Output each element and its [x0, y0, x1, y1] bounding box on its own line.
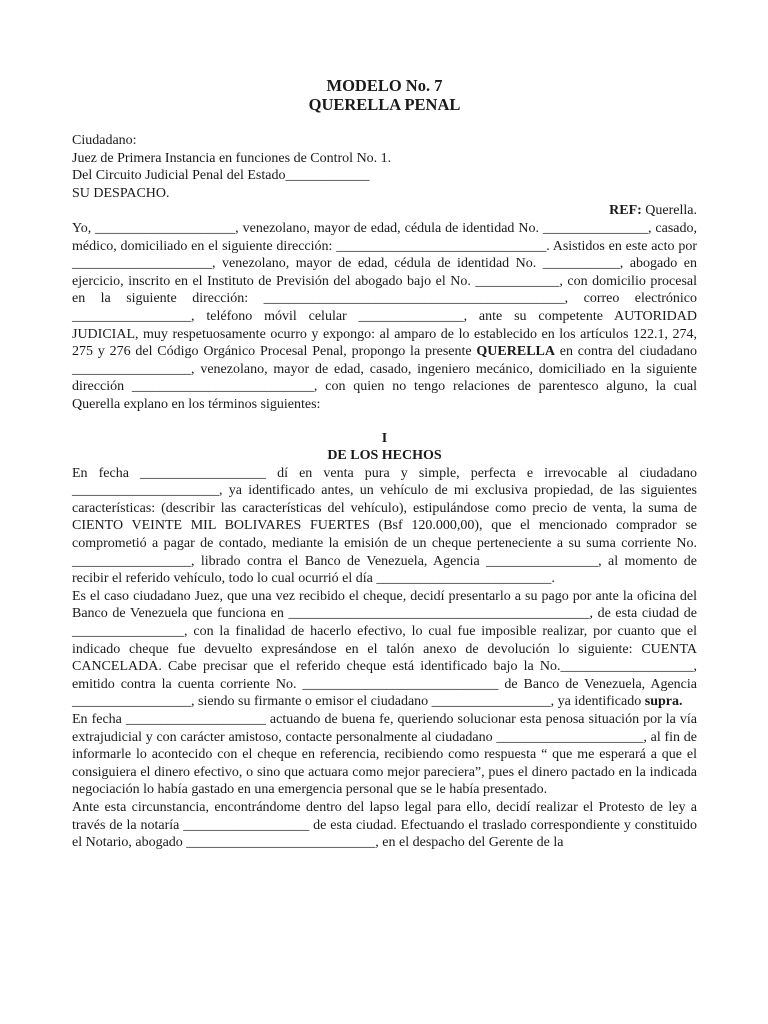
addressee-block: [72, 132, 697, 202]
facts-text: Es el caso ciudadano Juez, que una vez recibido el cheque, decidí presentarlo a su pago por ante la oficina del Banco de Venezuela que funciona en ___________________________________________, de esta ciudad de ________________, con la finalidad de hacerlo efectivo, lo cual fue imposible realizar, por cuanto que el indicado cheque fue devuelto expresándose en el talón anexo de devolución lo siguiente: CUENTA CANCELADA. Cabe precisar que el referido cheque está identificado bajo la No.___________________, emitido contra la cuenta corriente No. ____________________________ de Banco de Venezuela, Agencia _________________, siendo su firmante o emisor el ciudadano _________________, ya identificado: [72, 588, 697, 710]
facts-paragraph-1: En fecha __________________ dí en venta pura y simple, perfecta e irrevocable al ciudadano _____________________, ya identificado antes, un vehículo de mi exclusiva propiedad, de las siguientes características: (describir las características del vehículo), estipulándose como precio de venta, la suma de CIENTO VEINTE MIL BOLIVARES FUERTES (Bsf 120.000,00), que el mencionado comprador se comprometió a pagar de contado, mediante la emisión de un cheque perteneciente a su suma corriente No. _________________, librado contra el Banco de Venezuela, Agencia ________________, al momento de recibir el referido vehículo, todo lo cual ocurrió el día _________________________.: [72, 465, 697, 587]
reference-label: REF:: [609, 203, 642, 219]
intro-text-cont: en contra del ciudadano _________________, venezolano, mayor de edad, casado, ingeniero mecánico, domiciliado en la siguiente dirección __________________________, con quien no tengo relaciones de parentesco alguno, la cual Querella explano en los términos siguientes:: [72, 344, 698, 412]
reference-value: Querella.: [641, 203, 697, 219]
document-page: [72, 76, 697, 852]
document-title-line1: MODELO No. 7: [326, 76, 443, 95]
reference-line: [72, 202, 697, 220]
addressee-line: Del Circuito Judicial Penal del Estado____________: [72, 168, 370, 184]
intro-paragraph: [72, 220, 697, 414]
facts-paragraph-2: [72, 588, 697, 711]
addressee-line: Ciudadano:: [72, 133, 137, 148]
addressee-line: Juez de Primera Instancia en funciones de Control No. 1.: [72, 150, 392, 166]
supra-emphasis: supra.: [644, 694, 683, 710]
section-title: DE LOS HECHOS: [327, 448, 442, 464]
spacer: [72, 114, 697, 132]
document-title-line2: QUERELLA PENAL: [308, 95, 461, 114]
intro-text: Yo, ____________________, venezolano, mayor de edad, cédula de identidad No. _______________, casado, médico, domiciliado en el siguiente dirección: ______________________________. Asistidos en este acto por ____________________, venezolano, mayor de edad, cédula de identidad No. ___________, abogado en ejercicio, inscrito en el Instituto de Previsión del abogado bajo el No. ____________, con domicilio procesal en la siguiente dirección: ___________________________________________, correo electrónico _________________, teléfono móvil celular _______________, ante su competente AUTORIDAD JUDICIAL, muy respetuosamente ocurro y expongo: al amparo de lo establecido en los artículos 122.1, 274, 275 y 276 del Código Orgánico Procesal Penal, propongo la presente: [72, 220, 697, 360]
facts-paragraph-3: En fecha ____________________ actuando de buena fe, queriendo solucionar esta penosa situación por la vía extrajudicial y con carácter amistoso, contacte personalmente al ciudadano _____________________, al fin de informarle lo acontecido con el cheque en referencia, recibiendo como respuesta “ que me esperará a que el consiguiera el dinero efectivo, o sino que actuara como mejor pareciera”, pues el dinero pactado en la indicada negociación lo había gastado en una emergencia personal que se le había presentado.: [72, 712, 697, 798]
facts-paragraph-4: Ante esta circunstancia, encontrándome dentro del lapso legal para ello, decidí realizar el Protesto de ley a través de la notaría __________________ de esta ciudad. Efectuando el traslado correspondiente y constituido el Notario, abogado ___________________________, en el despacho del Gerente de la: [72, 799, 697, 851]
section-number: I: [381, 430, 388, 446]
spacer: [72, 414, 697, 430]
addressee-line: SU DESPACHO.: [72, 185, 170, 201]
querella-emphasis: QUERELLA: [476, 344, 555, 360]
